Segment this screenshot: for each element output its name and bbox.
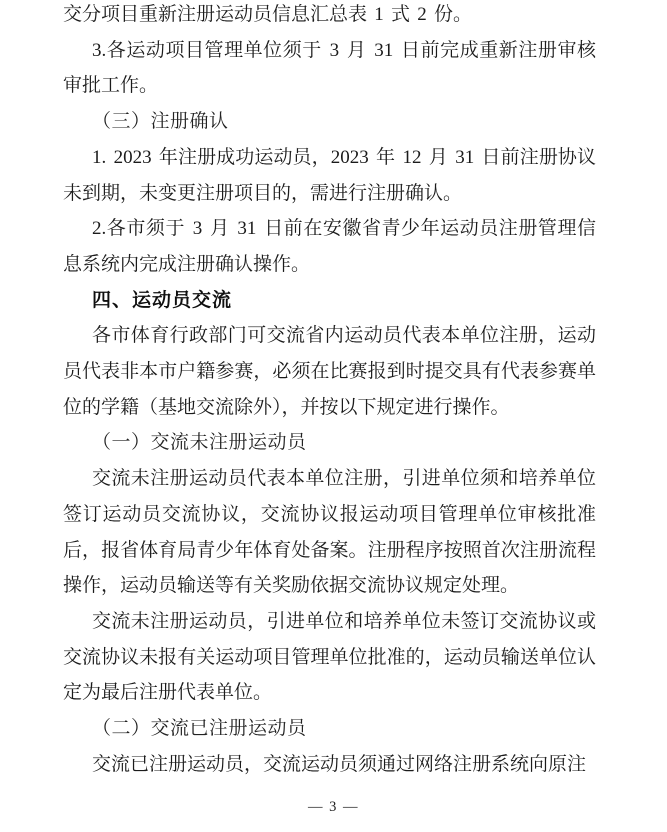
section-heading-athlete-exchange: 四、运动员交流 <box>92 289 233 311</box>
body-paragraph: 3.各运动项目管理单位须于 3 月 31 日前完成重新注册审核审批工作。 <box>63 39 596 97</box>
subsection-heading-exchange-registered: （二）交流已注册运动员 <box>92 718 307 740</box>
body-paragraph-continuation: 交分项目重新注册运动员信息汇总表 1 式 2 份。 <box>63 4 473 25</box>
document-body <box>63 0 596 782</box>
page-number: — 3 — <box>308 799 359 815</box>
subsection-heading-exchange-unregistered: （一）交流未注册运动员 <box>92 432 307 454</box>
body-paragraph: 2.各市须于 3 月 31 日前在安徽省青少年运动员注册管理信息系统内完成注册确认操作。 <box>63 218 596 275</box>
subsection-heading-registration-confirm: （三）注册确认 <box>92 111 229 133</box>
body-paragraph: 交流已注册运动员，交流运动员须通过网络注册系统向原注 <box>92 753 587 775</box>
body-paragraph: 1. 2023 年注册成功运动员，2023 年 12 月 31 日前注册协议未到期，未变更注册项目的，需进行注册确认。 <box>63 146 596 204</box>
body-paragraph: 交流未注册运动员代表本单位注册，引进单位须和培养单位签订运动员交流协议，交流协议报运动项目管理单位审核批准后，报省体育局青少年体育处备案。注册程序按照首次注册流程操作，运动员输送等有关奖励依据交流协议规定处理。 <box>63 468 596 597</box>
body-paragraph: 交流未注册运动员，引进单位和培养单位未签订交流协议或交流协议未报有关运动项目管理单位批准的，运动员输送单位认定为最后注册代表单位。 <box>63 610 596 704</box>
body-paragraph: 各市体育行政部门可交流省内运动员代表本单位注册，运动员代表非本市户籍参赛，必须在比赛报到时提交具有代表参赛单位的学籍（基地交流除外），并按以下规定进行操作。 <box>63 325 596 418</box>
